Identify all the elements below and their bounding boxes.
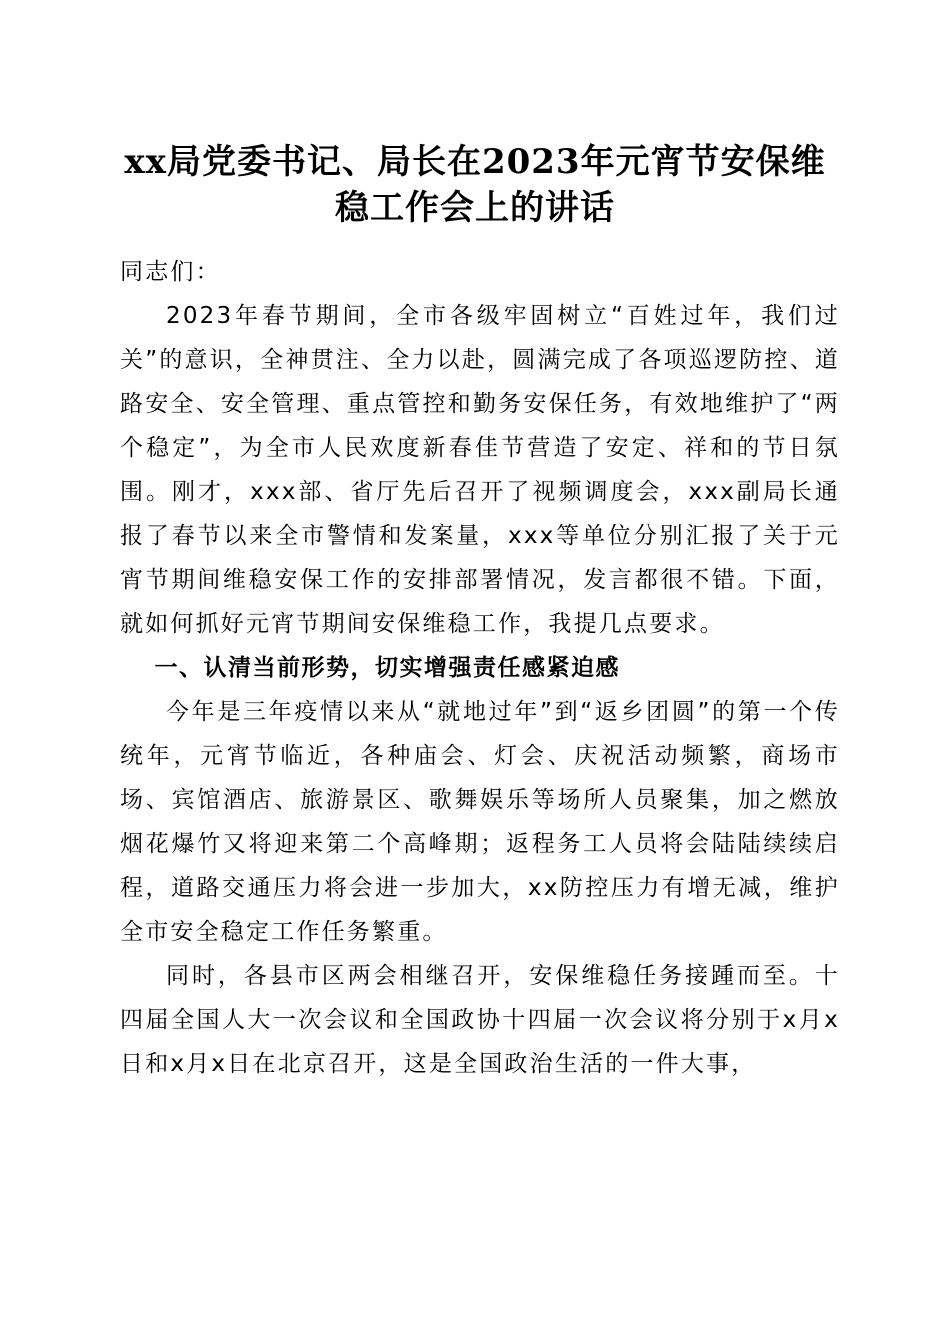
document-title-line-2: 稳工作会上的讲话 <box>335 188 615 228</box>
document-title-line-1: xx局党委书记、局长在2023年元宵节安保维 <box>124 142 826 182</box>
paragraph-meetings: 同时，各县市区两会相继召开，安保维稳任务接踵而至。十四届全国人大一次会议和全国政协十四届一次会议将分别于x月x日和x月x日在北京召开，这是全国政治生活的一件大事， <box>120 963 840 1077</box>
paragraph-situation: 今年是三年疫情以来从“就地过年”到“返乡团圆”的第一个传统年，元宵节临近，各种庙会、灯会、庆祝活动频繁，商场市场、宾馆酒店、旅游景区、歌舞娱乐等场所人员聚集，加之燃放烟花爆竹又将迎来第二个高峰期；返程务工人员将会陆陆续续启程，道路交通压力将会进一步加大，xx防控压力有增无减，维护全市安全稳定工作任务繁重。 <box>120 699 840 945</box>
greeting: 同志们： <box>120 259 221 285</box>
paragraph-intro: 2023年春节期间，全市各级牢固树立“百姓过年，我们过关”的意识，全神贯注、全力以赴，圆满完成了各项巡逻防控、道路安全、安全管理、重点管控和勤务安保任务，有效地维护了“两个稳定”，为全市人民欢度新春佳节营造了安定、祥和的节日氛围。刚才，xxx部、省厅先后召开了视频调度会，xxx副局长通报了春节以来全市警情和发案量，xxx等单位分别汇报了关于元宵节期间维稳安保工作的安排部署情况，发言都很不错。下面，就如何抓好元宵节期间安保维稳工作，我提几点要求。 <box>120 303 840 637</box>
document-body <box>120 250 840 1086</box>
section-heading-1: 一、认清当前形势，切实增强责任感紧迫感 <box>154 655 620 681</box>
